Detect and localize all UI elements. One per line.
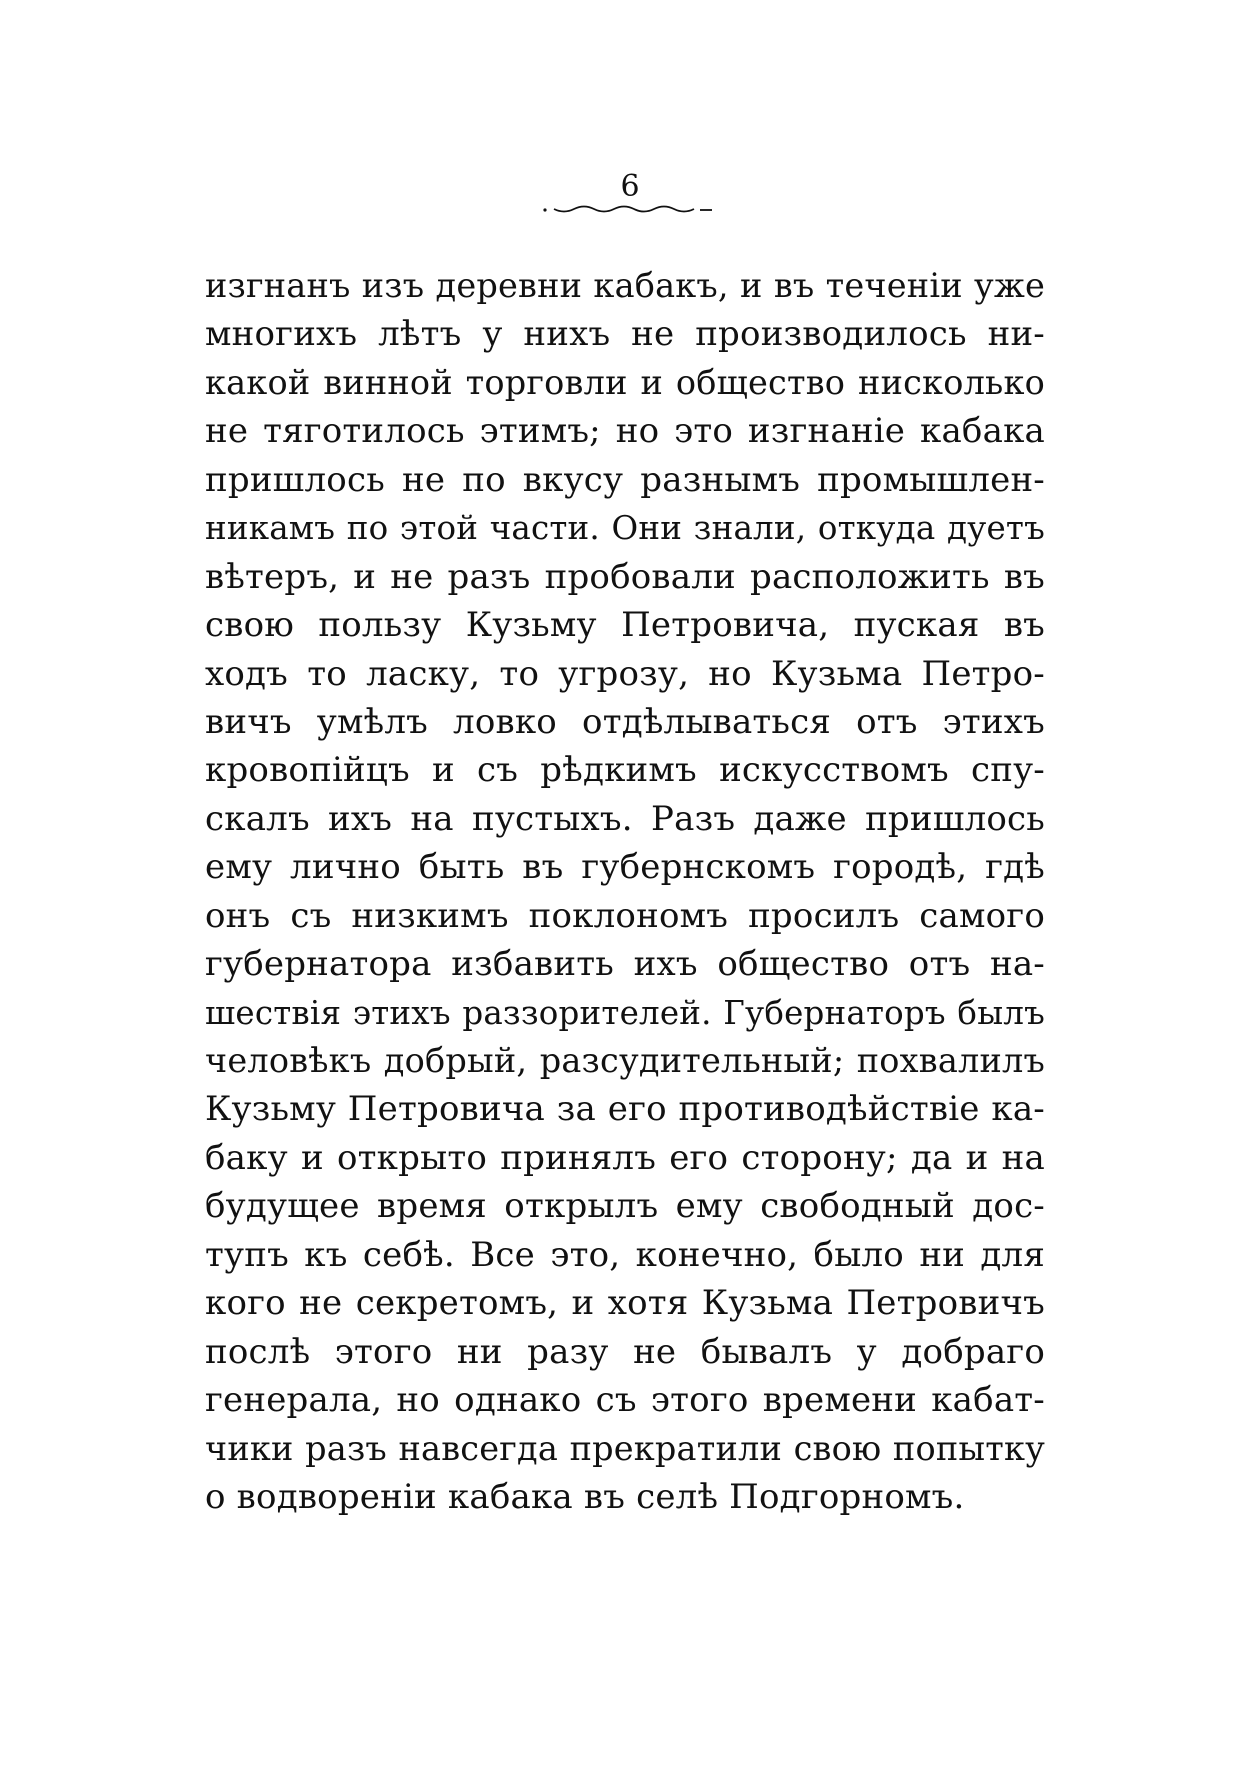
text-line: человѣкъ добрый, разсудительный; похвалилъ [205, 1041, 1045, 1080]
text-line: ему лично быть въ губернскомъ городѣ, гдѣ [205, 847, 1045, 888]
page-number: 6 [620, 169, 640, 204]
text-line: онъ съ низкимъ поклономъ просилъ самого [205, 895, 1045, 936]
text-line: никамъ по этой части. Они знали, откуда дуетъ [205, 509, 1045, 548]
text-line: многихъ лѣтъ у нихъ не производилось ни- [205, 314, 1045, 355]
text-line: Кузьму Петровича за его противодѣйствіе ка- [205, 1089, 1045, 1130]
text-line: какой винной торговли и общество нисколько [205, 362, 1045, 402]
text-line: не тяготилось этимъ; но это изгнаніе кабака [205, 411, 1045, 452]
text-line: послѣ этого ни разу не бывалъ у добраго [205, 1331, 1045, 1372]
text-line: шествія этихъ раззорителей. Губернаторъ былъ [205, 993, 1045, 1032]
text-line: чики разъ навсегда прекратили свою попытку [205, 1428, 1045, 1468]
text-line: кровопійцъ и съ рѣдкимъ искусствомъ спу- [205, 750, 1045, 791]
page-number-ornament [540, 203, 720, 217]
body-text [205, 262, 1045, 1521]
text-line: баку и открыто принялъ его сторону; да и на [205, 1137, 1045, 1178]
text-line: вѣтеръ, и не разъ пробовали расположить въ [205, 556, 1045, 597]
text-line: тупъ къ себѣ. Все это, конечно, было ни для [205, 1234, 1045, 1275]
text-line: изгнанъ изъ деревни кабакъ, и въ теченіи уже [205, 266, 1045, 305]
text-line: кого не секретомъ, и хотя Кузьма Петровичъ [205, 1283, 1045, 1324]
text-line: будущее время открылъ ему свободный дос- [205, 1186, 1045, 1227]
text-line: пришлось не по вкусу разнымъ промышлен- [205, 459, 1045, 500]
text-line: ходъ то ласку, то угрозу, но Кузьма Петро- [205, 653, 1045, 694]
text-line: вичъ умѣлъ ловко отдѣлываться отъ этихъ [205, 701, 1045, 742]
text-line: губернатора избавить ихъ общество отъ на- [205, 944, 1045, 985]
text-line: свою пользу Кузьму Петровича, пуская въ [205, 605, 1045, 646]
text-line: генерала, но однако съ этого времени кабат- [205, 1380, 1045, 1421]
text-line: скалъ ихъ на пустыхъ. Разъ даже пришлось [205, 798, 1045, 839]
text-line: о водвореніи кабака въ селѣ Подгорномъ. [205, 1476, 965, 1517]
